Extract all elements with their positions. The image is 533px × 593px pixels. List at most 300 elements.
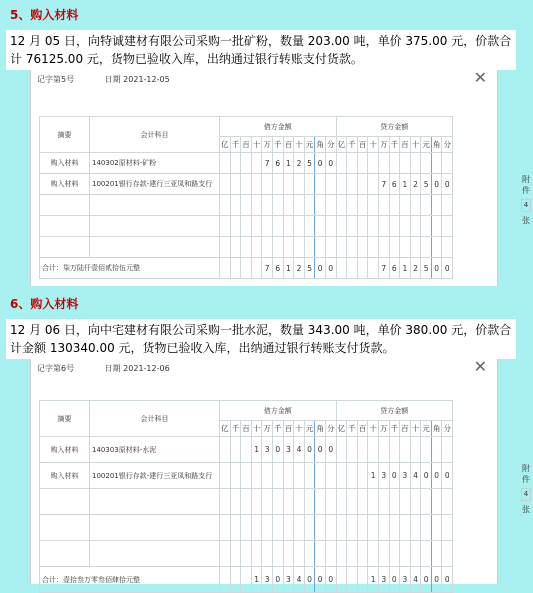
total-debit-digit[interactable] — [230, 567, 241, 593]
debit-digit-cell[interactable] — [230, 216, 241, 237]
digit-unit-header: 十 — [251, 137, 262, 153]
debit-digit-cell[interactable] — [262, 195, 273, 216]
debit-digit-cell[interactable] — [262, 216, 273, 237]
credit-digit-cell[interactable] — [336, 437, 347, 463]
credit-digit-cell[interactable] — [400, 489, 411, 515]
debit-digit-cell[interactable]: 1 — [283, 153, 294, 174]
credit-digit-cell[interactable] — [347, 515, 358, 541]
debit-digit-cell[interactable]: 0 — [315, 153, 326, 174]
total-credit-digit[interactable]: 1 — [368, 567, 379, 593]
credit-digit-cell[interactable] — [368, 174, 379, 195]
total-credit-digit[interactable] — [347, 258, 358, 279]
debit-digit-cell[interactable] — [241, 237, 252, 258]
credit-digit-cell[interactable] — [368, 153, 379, 174]
credit-digit-cell[interactable]: 5 — [421, 174, 432, 195]
debit-digit-cell[interactable] — [272, 515, 283, 541]
credit-digit-cell[interactable] — [378, 153, 389, 174]
debit-digit-cell[interactable] — [294, 489, 305, 515]
credit-digit-cell[interactable]: 0 — [431, 174, 442, 195]
debit-digit-cell[interactable]: 6 — [272, 153, 283, 174]
credit-digit-cell[interactable] — [400, 216, 411, 237]
total-debit-digit[interactable]: 3 — [262, 567, 273, 593]
digit-unit-header: 百 — [283, 137, 294, 153]
section-title: 6、购入材料 — [10, 297, 79, 311]
debit-digit-cell[interactable] — [251, 216, 262, 237]
debit-digit-cell[interactable] — [283, 515, 294, 541]
account-cell[interactable] — [90, 237, 220, 258]
credit-digit-cell[interactable] — [442, 489, 453, 515]
debit-digit-cell[interactable] — [230, 463, 241, 489]
table-row — [40, 463, 453, 489]
total-credit-digit[interactable]: 1 — [400, 258, 411, 279]
account-cell[interactable] — [90, 489, 220, 515]
debit-digit-cell[interactable] — [272, 237, 283, 258]
debit-digit-cell[interactable]: 0 — [315, 437, 326, 463]
debit-digit-cell[interactable] — [304, 489, 315, 515]
debit-digit-cell[interactable] — [220, 515, 231, 541]
credit-digit-cell[interactable] — [347, 541, 358, 567]
credit-digit-cell[interactable] — [368, 237, 379, 258]
total-debit-digit[interactable]: 2 — [294, 258, 305, 279]
credit-digit-cell[interactable] — [389, 515, 400, 541]
total-credit-digit[interactable] — [336, 258, 347, 279]
credit-digit-cell[interactable] — [410, 489, 421, 515]
credit-digit-cell[interactable] — [368, 195, 379, 216]
credit-digit-cell[interactable] — [357, 216, 368, 237]
credit-digit-cell[interactable] — [400, 437, 411, 463]
total-credit-digit[interactable]: 7 — [378, 258, 389, 279]
credit-digit-cell[interactable]: 0 — [389, 463, 400, 489]
close-icon[interactable]: ✕ — [473, 357, 487, 376]
summary-cell[interactable] — [40, 541, 90, 567]
credit-digit-cell[interactable] — [336, 216, 347, 237]
digit-unit-header: 十 — [368, 137, 379, 153]
debit-digit-cell[interactable] — [272, 174, 283, 195]
total-debit-digit[interactable]: 0 — [315, 258, 326, 279]
debit-digit-cell[interactable]: 0 — [325, 153, 336, 174]
summary-cell[interactable] — [40, 237, 90, 258]
credit-digit-cell[interactable]: 3 — [378, 463, 389, 489]
debit-digit-cell[interactable] — [315, 515, 326, 541]
credit-digit-cell[interactable] — [389, 195, 400, 216]
credit-digit-cell[interactable]: 3 — [400, 463, 411, 489]
debit-digit-cell[interactable] — [283, 463, 294, 489]
credit-digit-cell[interactable]: 0 — [421, 463, 432, 489]
total-debit-digit[interactable]: 0 — [304, 567, 315, 593]
debit-digit-cell[interactable] — [304, 237, 315, 258]
debit-digit-cell[interactable] — [241, 541, 252, 567]
close-icon[interactable]: ✕ — [473, 68, 487, 87]
debit-digit-cell[interactable] — [230, 195, 241, 216]
total-debit-digit[interactable]: 5 — [304, 258, 315, 279]
debit-digit-cell[interactable] — [230, 541, 241, 567]
account-cell[interactable] — [90, 515, 220, 541]
debit-digit-cell[interactable] — [262, 463, 273, 489]
credit-digit-cell[interactable] — [357, 174, 368, 195]
credit-digit-cell[interactable] — [389, 489, 400, 515]
debit-digit-cell[interactable] — [220, 489, 231, 515]
debit-digit-cell[interactable] — [220, 541, 231, 567]
credit-digit-cell[interactable] — [410, 153, 421, 174]
total-credit-digit[interactable]: 0 — [442, 567, 453, 593]
debit-digit-cell[interactable] — [304, 216, 315, 237]
summary-cell[interactable] — [40, 195, 90, 216]
total-credit-digit[interactable]: 6 — [389, 258, 400, 279]
debit-amount-header: 借方金额 — [220, 117, 337, 137]
total-credit-digit[interactable] — [347, 567, 358, 593]
credit-digit-cell[interactable] — [442, 195, 453, 216]
debit-digit-cell[interactable] — [230, 437, 241, 463]
debit-digit-cell[interactable] — [220, 237, 231, 258]
debit-digit-cell[interactable] — [251, 153, 262, 174]
summary-cell[interactable] — [40, 515, 90, 541]
debit-digit-cell[interactable] — [283, 174, 294, 195]
debit-digit-cell[interactable] — [262, 541, 273, 567]
total-credit-digit[interactable]: 4 — [410, 567, 421, 593]
credit-digit-cell[interactable] — [421, 437, 432, 463]
total-debit-digit[interactable] — [220, 258, 231, 279]
credit-digit-cell[interactable] — [357, 463, 368, 489]
debit-digit-cell[interactable] — [262, 237, 273, 258]
debit-digit-cell[interactable] — [241, 463, 252, 489]
credit-digit-cell[interactable] — [442, 153, 453, 174]
credit-digit-cell[interactable] — [378, 237, 389, 258]
total-debit-digit[interactable] — [241, 567, 252, 593]
credit-digit-cell[interactable] — [347, 195, 358, 216]
debit-digit-cell[interactable]: 0 — [325, 437, 336, 463]
total-debit-digit[interactable]: 0 — [315, 567, 326, 593]
debit-digit-cell[interactable] — [220, 195, 231, 216]
account-cell[interactable]: 100201银行存款-建行三亚凤和路支行 — [90, 463, 220, 489]
debit-digit-cell[interactable] — [304, 515, 315, 541]
summary-cell[interactable]: 购入材料 — [40, 437, 90, 463]
credit-digit-cell[interactable] — [368, 216, 379, 237]
credit-digit-cell[interactable] — [368, 515, 379, 541]
account-cell[interactable]: 100201银行存款-建行三亚凤和路支行 — [90, 174, 220, 195]
debit-digit-cell[interactable] — [283, 216, 294, 237]
credit-digit-cell[interactable] — [336, 489, 347, 515]
credit-digit-cell[interactable] — [378, 515, 389, 541]
credit-digit-cell[interactable] — [431, 489, 442, 515]
debit-digit-cell[interactable] — [315, 463, 326, 489]
summary-cell[interactable]: 购入材料 — [40, 463, 90, 489]
debit-digit-cell[interactable] — [294, 174, 305, 195]
credit-digit-cell[interactable] — [357, 437, 368, 463]
credit-digit-cell[interactable] — [347, 216, 358, 237]
credit-digit-cell[interactable]: 2 — [410, 174, 421, 195]
credit-digit-cell[interactable] — [421, 541, 432, 567]
credit-digit-cell[interactable] — [347, 153, 358, 174]
voucher-table — [39, 400, 453, 593]
debit-digit-cell[interactable] — [325, 541, 336, 567]
debit-digit-cell[interactable] — [230, 489, 241, 515]
credit-digit-cell[interactable] — [336, 463, 347, 489]
debit-digit-cell[interactable]: 7 — [262, 153, 273, 174]
credit-digit-cell[interactable]: 1 — [400, 174, 411, 195]
debit-digit-cell[interactable] — [251, 515, 262, 541]
credit-digit-cell[interactable] — [336, 541, 347, 567]
total-credit-digit[interactable] — [357, 258, 368, 279]
total-credit-digit[interactable]: 0 — [389, 567, 400, 593]
debit-digit-cell[interactable] — [272, 463, 283, 489]
credit-digit-cell[interactable] — [389, 437, 400, 463]
debit-digit-cell[interactable] — [315, 541, 326, 567]
total-debit-digit[interactable]: 0 — [325, 567, 336, 593]
account-cell[interactable] — [90, 216, 220, 237]
debit-digit-cell[interactable] — [220, 216, 231, 237]
credit-digit-cell[interactable] — [410, 237, 421, 258]
debit-digit-cell[interactable] — [251, 489, 262, 515]
credit-digit-cell[interactable] — [442, 216, 453, 237]
credit-digit-cell[interactable] — [347, 437, 358, 463]
attachment-count[interactable]: 4 — [521, 199, 531, 212]
credit-digit-cell[interactable] — [336, 515, 347, 541]
credit-digit-cell[interactable] — [421, 153, 432, 174]
credit-digit-cell[interactable]: 7 — [378, 174, 389, 195]
credit-digit-cell[interactable] — [410, 216, 421, 237]
debit-digit-cell[interactable]: 1 — [251, 437, 262, 463]
table-row-empty — [40, 237, 453, 258]
credit-digit-cell[interactable] — [347, 237, 358, 258]
total-credit-digit[interactable]: 5 — [421, 258, 432, 279]
credit-digit-cell[interactable] — [357, 195, 368, 216]
credit-digit-cell[interactable] — [431, 195, 442, 216]
credit-digit-cell[interactable] — [421, 237, 432, 258]
debit-digit-cell[interactable] — [220, 437, 231, 463]
credit-digit-cell[interactable] — [378, 541, 389, 567]
credit-digit-cell[interactable] — [421, 515, 432, 541]
debit-digit-cell[interactable] — [251, 195, 262, 216]
credit-digit-cell[interactable] — [357, 237, 368, 258]
table-row-empty — [40, 515, 453, 541]
debit-digit-cell[interactable] — [294, 216, 305, 237]
debit-digit-cell[interactable] — [241, 515, 252, 541]
debit-digit-cell[interactable] — [272, 541, 283, 567]
debit-digit-cell[interactable] — [315, 489, 326, 515]
debit-digit-cell[interactable] — [262, 174, 273, 195]
debit-digit-cell[interactable] — [251, 174, 262, 195]
credit-digit-cell[interactable] — [336, 174, 347, 195]
credit-digit-cell[interactable] — [431, 541, 442, 567]
total-credit-digit[interactable]: 3 — [378, 567, 389, 593]
credit-digit-cell[interactable] — [347, 489, 358, 515]
credit-digit-cell[interactable] — [410, 515, 421, 541]
debit-digit-cell[interactable] — [272, 216, 283, 237]
debit-digit-cell[interactable] — [220, 153, 231, 174]
debit-digit-cell[interactable] — [325, 489, 336, 515]
account-cell[interactable]: 140302原材料-矿粉 — [90, 153, 220, 174]
total-debit-digit[interactable]: 1 — [283, 258, 294, 279]
debit-digit-cell[interactable] — [315, 195, 326, 216]
debit-digit-cell[interactable] — [241, 153, 252, 174]
debit-digit-cell[interactable]: 0 — [304, 437, 315, 463]
credit-digit-cell[interactable] — [442, 437, 453, 463]
credit-digit-cell[interactable] — [442, 515, 453, 541]
debit-digit-cell[interactable]: 0 — [272, 437, 283, 463]
debit-digit-cell[interactable] — [241, 437, 252, 463]
total-label: 合计：柒万陆仟壹佰贰拾伍元整 — [40, 258, 220, 279]
credit-digit-cell[interactable] — [357, 515, 368, 541]
debit-digit-cell[interactable] — [294, 237, 305, 258]
total-credit-digit[interactable] — [336, 567, 347, 593]
total-credit-digit[interactable] — [357, 567, 368, 593]
debit-digit-cell[interactable]: 4 — [294, 437, 305, 463]
debit-digit-cell[interactable]: 3 — [283, 437, 294, 463]
debit-digit-cell[interactable] — [241, 489, 252, 515]
credit-digit-cell[interactable] — [400, 237, 411, 258]
credit-digit-cell[interactable] — [336, 237, 347, 258]
debit-digit-cell[interactable] — [272, 489, 283, 515]
total-debit-digit[interactable]: 0 — [325, 258, 336, 279]
summary-cell[interactable]: 购入材料 — [40, 153, 90, 174]
credit-digit-cell[interactable] — [410, 437, 421, 463]
debit-digit-cell[interactable] — [315, 216, 326, 237]
debit-digit-cell[interactable] — [283, 489, 294, 515]
credit-digit-cell[interactable] — [400, 515, 411, 541]
debit-digit-cell[interactable] — [315, 174, 326, 195]
table-row-empty — [40, 195, 453, 216]
debit-digit-cell[interactable] — [304, 463, 315, 489]
credit-digit-cell[interactable] — [389, 237, 400, 258]
credit-digit-cell[interactable] — [357, 489, 368, 515]
credit-digit-cell[interactable] — [378, 489, 389, 515]
summary-cell[interactable] — [40, 489, 90, 515]
credit-digit-cell[interactable] — [431, 216, 442, 237]
credit-digit-cell[interactable] — [389, 216, 400, 237]
account-cell[interactable]: 140303原材料-水泥 — [90, 437, 220, 463]
credit-digit-cell[interactable] — [368, 541, 379, 567]
debit-digit-cell[interactable] — [325, 174, 336, 195]
debit-digit-cell[interactable] — [262, 515, 273, 541]
credit-digit-cell[interactable] — [368, 489, 379, 515]
total-credit-digit[interactable]: 0 — [431, 258, 442, 279]
debit-digit-cell[interactable] — [241, 195, 252, 216]
credit-digit-cell[interactable] — [347, 174, 358, 195]
total-debit-digit[interactable]: 1 — [251, 567, 262, 593]
debit-digit-cell[interactable] — [251, 463, 262, 489]
credit-digit-cell[interactable] — [442, 237, 453, 258]
total-credit-digit[interactable]: 2 — [410, 258, 421, 279]
debit-digit-cell[interactable] — [220, 463, 231, 489]
debit-digit-cell[interactable] — [325, 216, 336, 237]
credit-digit-cell[interactable]: 0 — [442, 174, 453, 195]
debit-digit-cell[interactable] — [325, 195, 336, 216]
debit-digit-cell[interactable] — [325, 463, 336, 489]
account-cell[interactable] — [90, 541, 220, 567]
credit-digit-cell[interactable]: 0 — [442, 463, 453, 489]
credit-digit-cell[interactable] — [336, 153, 347, 174]
total-debit-digit[interactable] — [230, 258, 241, 279]
credit-digit-cell[interactable] — [421, 489, 432, 515]
credit-digit-cell[interactable] — [336, 195, 347, 216]
debit-digit-cell[interactable] — [304, 541, 315, 567]
total-debit-digit[interactable]: 3 — [283, 567, 294, 593]
debit-digit-cell[interactable]: 3 — [262, 437, 273, 463]
debit-digit-cell[interactable] — [272, 195, 283, 216]
credit-digit-cell[interactable]: 1 — [368, 463, 379, 489]
total-debit-digit[interactable] — [220, 567, 231, 593]
total-credit-digit[interactable]: 3 — [400, 567, 411, 593]
credit-digit-cell[interactable] — [378, 216, 389, 237]
total-debit-digit[interactable] — [241, 258, 252, 279]
credit-digit-cell[interactable] — [431, 515, 442, 541]
debit-digit-cell[interactable] — [262, 489, 273, 515]
debit-digit-cell[interactable] — [283, 237, 294, 258]
credit-digit-cell[interactable] — [389, 153, 400, 174]
total-debit-digit[interactable]: 4 — [294, 567, 305, 593]
credit-digit-cell[interactable] — [357, 541, 368, 567]
credit-digit-cell[interactable] — [400, 153, 411, 174]
account-cell[interactable] — [90, 195, 220, 216]
credit-digit-cell[interactable] — [431, 437, 442, 463]
credit-digit-cell[interactable] — [410, 195, 421, 216]
attachment-unit: 张 — [522, 505, 530, 514]
credit-digit-cell[interactable]: 4 — [410, 463, 421, 489]
debit-digit-cell[interactable] — [230, 237, 241, 258]
credit-digit-cell[interactable] — [400, 541, 411, 567]
debit-digit-cell[interactable] — [241, 216, 252, 237]
summary-cell[interactable] — [40, 216, 90, 237]
credit-digit-cell[interactable] — [442, 541, 453, 567]
debit-digit-cell[interactable]: 2 — [294, 153, 305, 174]
total-credit-digit[interactable]: 0 — [431, 567, 442, 593]
credit-digit-cell[interactable] — [431, 153, 442, 174]
summary-cell[interactable]: 购入材料 — [40, 174, 90, 195]
credit-digit-cell[interactable] — [431, 237, 442, 258]
debit-digit-cell[interactable] — [294, 195, 305, 216]
total-debit-digit[interactable]: 7 — [262, 258, 273, 279]
credit-digit-cell[interactable]: 0 — [431, 463, 442, 489]
debit-digit-cell[interactable]: 5 — [304, 153, 315, 174]
attachment-count[interactable]: 4 — [521, 488, 531, 501]
credit-digit-cell[interactable] — [378, 195, 389, 216]
debit-digit-cell[interactable] — [304, 174, 315, 195]
debit-digit-cell[interactable] — [304, 195, 315, 216]
debit-digit-cell[interactable] — [230, 174, 241, 195]
total-debit-digit[interactable]: 6 — [272, 258, 283, 279]
credit-digit-cell[interactable] — [421, 216, 432, 237]
debit-digit-cell[interactable] — [230, 515, 241, 541]
debit-digit-cell[interactable] — [294, 463, 305, 489]
credit-digit-cell[interactable]: 6 — [389, 174, 400, 195]
debit-digit-cell[interactable] — [294, 541, 305, 567]
debit-digit-cell[interactable] — [251, 237, 262, 258]
credit-digit-cell[interactable] — [357, 153, 368, 174]
credit-digit-cell[interactable] — [410, 541, 421, 567]
total-credit-digit[interactable]: 0 — [421, 567, 432, 593]
debit-digit-cell[interactable] — [283, 195, 294, 216]
total-credit-digit[interactable]: 0 — [442, 258, 453, 279]
debit-digit-cell[interactable] — [251, 541, 262, 567]
debit-digit-cell[interactable] — [283, 541, 294, 567]
total-credit-digit[interactable] — [368, 258, 379, 279]
debit-digit-cell[interactable] — [325, 515, 336, 541]
credit-digit-cell[interactable] — [389, 541, 400, 567]
debit-digit-cell[interactable] — [325, 237, 336, 258]
debit-digit-cell[interactable] — [230, 153, 241, 174]
credit-digit-cell[interactable] — [421, 195, 432, 216]
credit-digit-cell[interactable] — [368, 437, 379, 463]
total-debit-digit[interactable] — [251, 258, 262, 279]
credit-digit-cell[interactable] — [378, 437, 389, 463]
debit-digit-cell[interactable] — [315, 237, 326, 258]
total-debit-digit[interactable]: 0 — [272, 567, 283, 593]
credit-digit-cell[interactable] — [347, 463, 358, 489]
debit-digit-cell[interactable] — [241, 174, 252, 195]
credit-digit-cell[interactable] — [400, 195, 411, 216]
debit-digit-cell[interactable] — [294, 515, 305, 541]
debit-digit-cell[interactable] — [220, 174, 231, 195]
